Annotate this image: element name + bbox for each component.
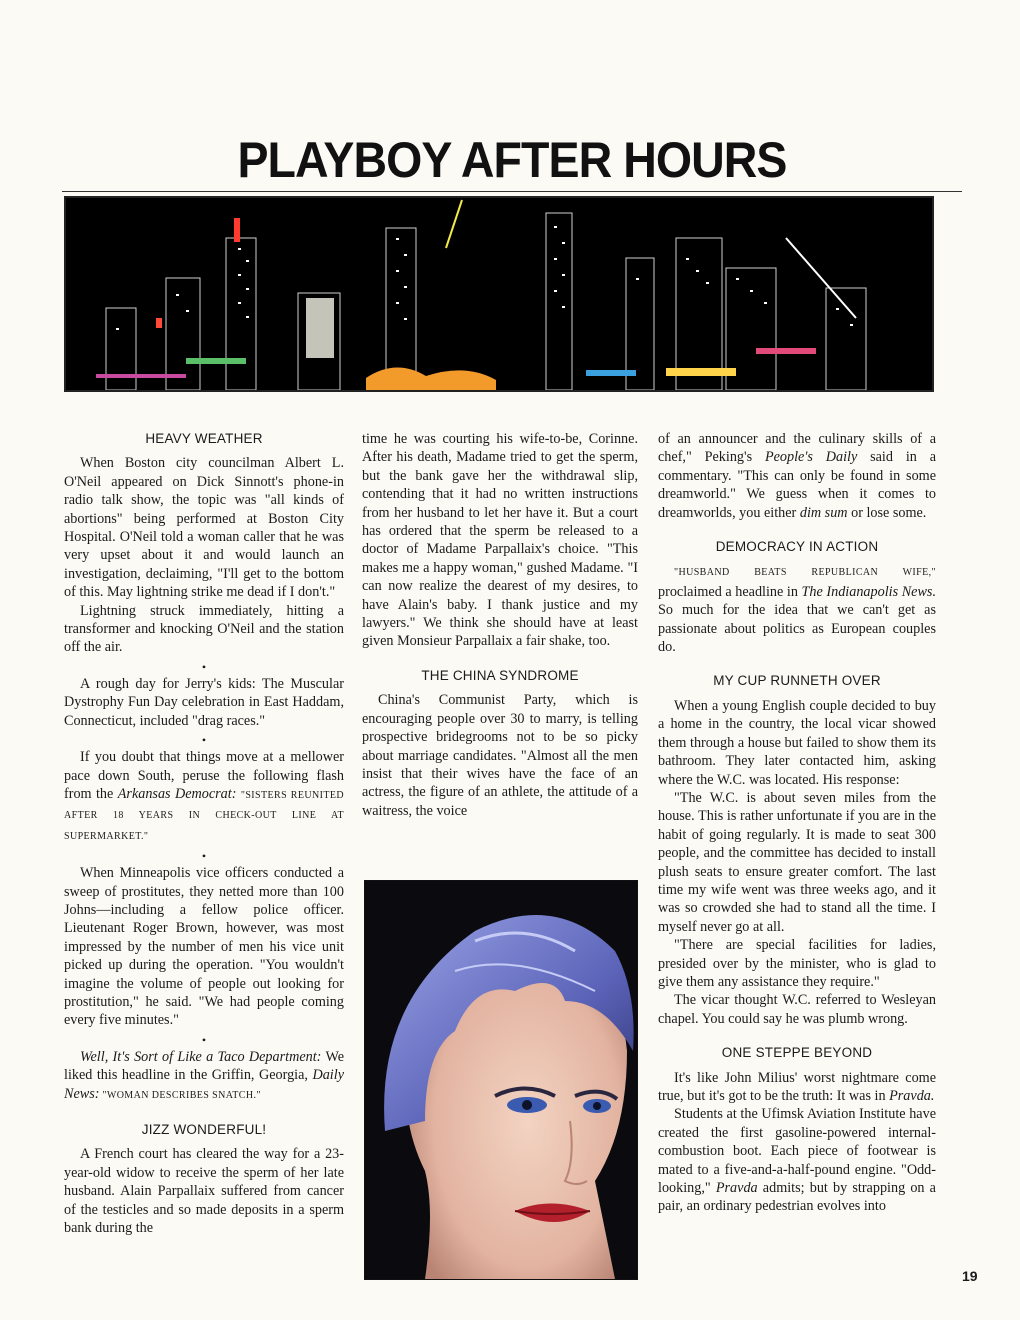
- steppe-text-a: It's like John Milius' worst nightmare come true, but it's got to be the truth: It was in: [658, 1069, 936, 1104]
- skyline-art: [66, 198, 932, 390]
- griffin-headline: "WOMAN DESCRIBES SNATCH.": [99, 1089, 261, 1101]
- page-title: PLAYBOY AFTER HOURS: [237, 132, 787, 188]
- cup-paragraph-3: "There are special facilities for ladies, presided over by the minister, who is glad to give them any assistance they require.": [658, 937, 936, 990]
- masthead: [62, 132, 962, 192]
- column-1: [64, 430, 344, 1237]
- arkansas-headline: "SISTERS REUNITED AFTER 18 YEARS IN CHECK-OUT LINE AT SUPERMARKET.": [64, 789, 344, 842]
- china-paragraph-1: China's Communist Party, which is encouraging people over 30 to marry, is telling prospective bridegrooms not to be so picky about marriage candidates. "Almost all the men insist that their wives have the face of an actress, the figure of an athlete, the attitude of a waitress, the voice: [362, 692, 638, 819]
- heading-jizz-wonderful: JIZZ WONDERFUL!: [141, 1122, 267, 1137]
- jizz-paragraph-1: A French court has cleared the way for a 23-year-old widow to receive the sperm of her late husband. Alain Parpallaix suffered from cancer of the testicles and so made deposits in a sperm bank during the: [64, 1146, 344, 1237]
- column-3: [658, 430, 936, 1216]
- heading-china-syndrome: THE CHINA SYNDROME: [421, 667, 579, 683]
- china-cont-c: or lose some.: [847, 504, 927, 521]
- steppe-text-c: admits; but by strapping on a pair, an ordinary pedestrian evolves into: [658, 1180, 936, 1215]
- column-2: [362, 430, 638, 820]
- democracy-text-b: So much for the idea that we can't get as passionate about politics as European couples do.: [658, 602, 936, 656]
- pravda-source: Pravda.: [889, 1088, 935, 1104]
- heavy-weather-paragraph-2: Lightning struck immediately, hitting a transformer and knocking O'Neil and the station off the air.: [64, 602, 344, 656]
- steppe-paragraph-1: [658, 1069, 936, 1106]
- bullet-separator: •: [201, 659, 207, 674]
- democracy-headline: "HUSBAND BEATS REPUBLICAN WIFE,": [674, 567, 936, 579]
- democracy-text-a: proclaimed a headline in: [658, 583, 802, 600]
- peoples-daily: People's Daily: [764, 449, 858, 466]
- griffin-paragraph: [64, 1048, 344, 1105]
- griffin-text: We liked this headline in the Griffin, Georgia,: [64, 1048, 344, 1084]
- arkansas-source: Arkansas Democrat:: [117, 785, 237, 802]
- heading-democracy: DEMOCRACY IN ACTION: [715, 539, 879, 555]
- jerrys-kids-paragraph: A rough day for Jerry's kids: The Muscular Dystrophy Fun Day celebration in East Haddam, Connecticut, included "drag races.": [64, 675, 344, 729]
- page-number: 19: [962, 1268, 978, 1284]
- dim-sum: dim sum: [799, 504, 848, 521]
- cup-paragraph-1: When a young English couple decided to buy a home in the country, the local vicar showed them through a house but failed to show them its bathroom. They later contacted him, asking where the W.C. was located. His response:: [658, 697, 936, 788]
- bullet-separator: •: [201, 1032, 207, 1047]
- griffin-source: Daily News:: [64, 1067, 344, 1102]
- cup-paragraph-2: "The W.C. is about seven miles from the house. This is rather unfortunate if you are in the habit of going regularly. It is made to seat 300 people, and the committee has decided to install plush seats to ensure greater comfort. The last time my wife went was three weeks ago, and it was so crowded she had to stand all the time. I myself never go at all.: [658, 789, 936, 935]
- china-cont-a: of an announcer and the culinary skills of a chef," Peking's: [658, 431, 936, 466]
- cup-paragraph-4: The vicar thought W.C. referred to Wesleyan chapel. You could say he was plumb wrong.: [658, 992, 936, 1027]
- steppe-text-b: Students at the Ufimsk Aviation Institute have created the first gasoline-powered internal-combustion boot. Each piece of footwear is mated to a five-and-a-half-pound engine. "Odd-looking,": [658, 1106, 936, 1197]
- heading-heavy-weather: HEAVY WEATHER: [145, 431, 263, 446]
- bullet-separator: •: [201, 733, 207, 748]
- minneapolis-paragraph: When Minneapolis vice officers conducted a sweep of prostitutes, they netted more than 100 Johns—including a fellow police officer. Lieutenant Roger Brown, however, was most impressed by the number of men his vice unit picked up during the operation. "You wouldn't imagine the volume of people out looking for prostitution," he said. "We had people coming every five minutes.": [64, 865, 344, 1029]
- china-continued: [658, 430, 936, 522]
- democracy-paragraph: [658, 562, 936, 656]
- portrait-art: [365, 881, 637, 1279]
- title-rule: [62, 191, 962, 192]
- bullet-separator: •: [201, 849, 207, 864]
- heading-one-steppe: ONE STEPPE BEYOND: [721, 1045, 873, 1061]
- parpallaix-continued: time he was courting his wife-to-be, Corinne. After his death, Madame tried to get the sperm, but the bank gave her the withdrawal slip, contending that it had no written instructions from her husband to let her have it. But a court has ordered that the sperm be released to a doctor of Madame Parpallaix's choice. "This makes me a happy woman," gushed Madame. "I can now realize the dearest of my desires, to have Alain's baby. I thank justice and my lawyers." We think she should have at least given Monsieur Parpallaix a fair shake, too.: [362, 431, 638, 650]
- heavy-weather-paragraph-1: When Boston city councilman Albert L. O'Neil appeared on Dick Sinnott's phone-in radio talk show, the topic was "all kinds of abortions" being performed at Boston City Hospital. O'Neil told a woman caller that he was very upset about it and would launch an investigation, declaiming, "I'll get to the bottom of this. May lightning strike me dead if I don't.": [64, 455, 344, 601]
- arkansas-paragraph: [64, 748, 344, 846]
- indianapolis-news: The Indianapolis News.: [801, 583, 936, 600]
- steppe-paragraph-2: [658, 1105, 936, 1215]
- heading-my-cup: MY CUP RUNNETH OVER: [713, 673, 881, 689]
- arkansas-text: If you doubt that things move at a mellower pace down South, peruse the following flash from the: [64, 749, 344, 802]
- skyline-illustration: [64, 196, 934, 392]
- taco-kicker: Well, It's Sort of Like a Taco Department:: [80, 1048, 322, 1065]
- china-cont-b: said in a commentary. "This can only be found in some dreamworld." We guess when it comes to dreamworlds, you either: [658, 449, 936, 521]
- pravda-source-2: Pravda: [715, 1180, 758, 1197]
- woman-portrait-illustration: [364, 880, 638, 1280]
